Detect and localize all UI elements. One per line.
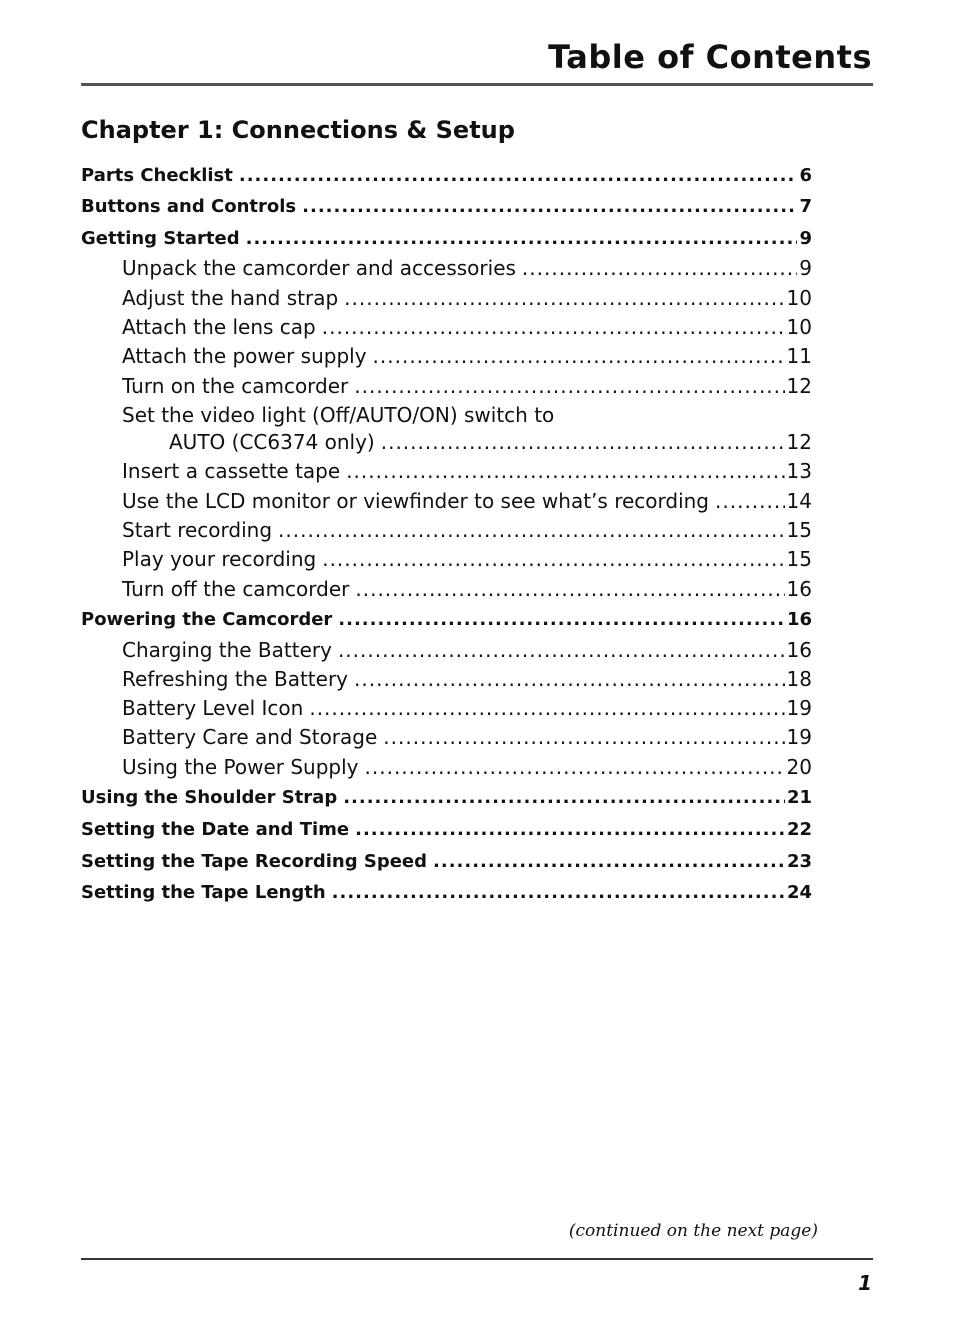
toc-subentry-play[interactable] bbox=[122, 547, 812, 571]
toc-entry-page: 12 bbox=[786, 430, 812, 454]
dot-leader bbox=[309, 696, 784, 720]
toc-subentry-lcd-monitor[interactable] bbox=[122, 489, 812, 513]
toc-entry-page: 13 bbox=[786, 459, 812, 483]
toc-entry-page: 23 bbox=[786, 851, 812, 872]
page-number: 1 bbox=[858, 1271, 872, 1295]
dot-leader bbox=[322, 315, 785, 339]
toc-entry-page: 14 bbox=[786, 489, 812, 513]
toc-entry-label: Refreshing the Battery bbox=[122, 667, 349, 691]
toc-subentry-unpack[interactable] bbox=[122, 256, 812, 280]
toc-entry-label: Start recording bbox=[122, 518, 273, 542]
toc-entry-label: Turn on the camcorder bbox=[122, 374, 349, 398]
dot-leader bbox=[344, 286, 784, 310]
toc-entry-label: Play your recording bbox=[122, 547, 317, 571]
dot-leader bbox=[522, 256, 797, 280]
toc-entry-label: Using the Power Supply bbox=[122, 755, 359, 779]
toc-entry-shoulder-strap[interactable] bbox=[81, 786, 812, 810]
dot-leader bbox=[354, 374, 784, 398]
dot-leader bbox=[278, 518, 785, 542]
toc-subentry-battery-level[interactable] bbox=[122, 696, 812, 720]
toc-subentry-power-supply[interactable] bbox=[122, 344, 812, 368]
dot-leader bbox=[322, 547, 784, 571]
toc-entry-page: 10 bbox=[786, 315, 812, 339]
toc-entry-buttons-and-controls[interactable] bbox=[81, 195, 812, 219]
dot-leader bbox=[239, 164, 798, 188]
dot-leader bbox=[381, 430, 785, 454]
toc-entry-label: Setting the Tape Recording Speed bbox=[81, 851, 428, 872]
toc-entry-page: 24 bbox=[786, 882, 812, 903]
toc-entry-label: Setting the Tape Length bbox=[81, 882, 326, 903]
dot-leader bbox=[246, 227, 798, 251]
toc-entry-date-time[interactable] bbox=[81, 818, 812, 842]
toc-entry-parts-checklist[interactable] bbox=[81, 164, 812, 188]
dot-leader bbox=[343, 786, 785, 810]
toc-subentry-turn-off[interactable] bbox=[122, 577, 812, 601]
toc-entry-page: 15 bbox=[786, 547, 812, 571]
toc-subentry-video-light-line2[interactable] bbox=[169, 430, 812, 454]
toc-entry-label: Buttons and Controls bbox=[81, 196, 297, 217]
toc-entry-label: Turn off the camcorder bbox=[122, 577, 350, 601]
toc-subentry-cassette[interactable] bbox=[122, 459, 812, 483]
toc-entry-page: 16 bbox=[786, 609, 812, 630]
continued-note: (continued on the next page) bbox=[568, 1221, 818, 1241]
toc-entry-page: 15 bbox=[786, 518, 812, 542]
toc-entry-page: 22 bbox=[786, 819, 812, 840]
toc-entry-page: 19 bbox=[786, 725, 812, 749]
toc-entry-page: 9 bbox=[799, 228, 812, 249]
toc-entry-label: Insert a cassette tape bbox=[122, 459, 341, 483]
dot-leader bbox=[355, 818, 785, 842]
dot-leader bbox=[338, 608, 785, 632]
toc-entry-page: 11 bbox=[786, 344, 812, 368]
toc-entry-page: 20 bbox=[786, 755, 812, 779]
dot-leader bbox=[338, 638, 785, 662]
toc-subentry-using-power-supply[interactable] bbox=[122, 755, 812, 779]
toc-subentry-lens-cap[interactable] bbox=[122, 315, 812, 339]
header-rule bbox=[81, 83, 873, 86]
toc-subentry-video-light-line1[interactable]: Set the video light (Off/AUTO/ON) switch to bbox=[122, 403, 555, 427]
toc-entry-label: Adjust the hand strap bbox=[122, 286, 339, 310]
toc-subentry-battery-care[interactable] bbox=[122, 725, 812, 749]
dot-leader bbox=[383, 725, 784, 749]
toc-entry-powering[interactable] bbox=[81, 608, 812, 632]
toc-entry-label: Attach the lens cap bbox=[122, 315, 316, 339]
dot-leader bbox=[355, 577, 784, 601]
dot-leader bbox=[433, 850, 785, 874]
toc-entry-label: AUTO (CC6374 only) bbox=[169, 430, 375, 454]
dot-leader bbox=[332, 881, 785, 905]
toc-entry-label: Charging the Battery bbox=[122, 638, 332, 662]
toc-subentry-charging[interactable] bbox=[122, 638, 812, 662]
dot-leader bbox=[715, 489, 785, 513]
footer-rule bbox=[81, 1258, 873, 1260]
dot-leader bbox=[373, 344, 785, 368]
toc-entry-label: Parts Checklist bbox=[81, 165, 233, 186]
toc-entry-label: Setting the Date and Time bbox=[81, 819, 350, 840]
page-title: Table of Contents bbox=[548, 38, 872, 76]
toc-entry-page: 18 bbox=[786, 667, 812, 691]
toc-entry-page: 6 bbox=[799, 165, 812, 186]
toc-entry-tape-length[interactable] bbox=[81, 881, 812, 905]
toc-subentry-turn-on[interactable] bbox=[122, 374, 812, 398]
toc-entry-page: 16 bbox=[786, 638, 812, 662]
toc-entry-label: Battery Care and Storage bbox=[122, 725, 378, 749]
toc-entry-page: 9 bbox=[799, 256, 812, 280]
toc-entry-label: Battery Level Icon bbox=[122, 696, 304, 720]
toc-entry-page: 21 bbox=[786, 787, 812, 808]
toc-entry-label: Using the Shoulder Strap bbox=[81, 787, 338, 808]
toc-entry-label: Getting Started bbox=[81, 228, 240, 249]
toc-entry-label: Powering the Camcorder bbox=[81, 609, 333, 630]
toc-entry-page: 12 bbox=[786, 374, 812, 398]
toc-subentry-refreshing[interactable] bbox=[122, 667, 812, 691]
toc-subentry-start-recording[interactable] bbox=[122, 518, 812, 542]
toc-entry-getting-started[interactable] bbox=[81, 227, 812, 251]
toc-entry-label: Use the LCD monitor or viewfinder to see what’s recording bbox=[122, 489, 710, 513]
dot-leader bbox=[302, 195, 797, 219]
toc-subentry-hand-strap[interactable] bbox=[122, 286, 812, 310]
toc-entry-label: Unpack the camcorder and accessories bbox=[122, 256, 516, 280]
toc-entry-page: 7 bbox=[799, 196, 812, 217]
toc-entry-page: 19 bbox=[786, 696, 812, 720]
toc-entry-page: 10 bbox=[786, 286, 812, 310]
toc-entry-label: Attach the power supply bbox=[122, 344, 367, 368]
dot-leader bbox=[365, 755, 785, 779]
toc-entry-page: 16 bbox=[786, 577, 812, 601]
chapter-heading: Chapter 1: Connections & Setup bbox=[81, 116, 515, 144]
toc-entry-recording-speed[interactable] bbox=[81, 850, 812, 874]
dot-leader bbox=[346, 459, 784, 483]
dot-leader bbox=[354, 667, 785, 691]
